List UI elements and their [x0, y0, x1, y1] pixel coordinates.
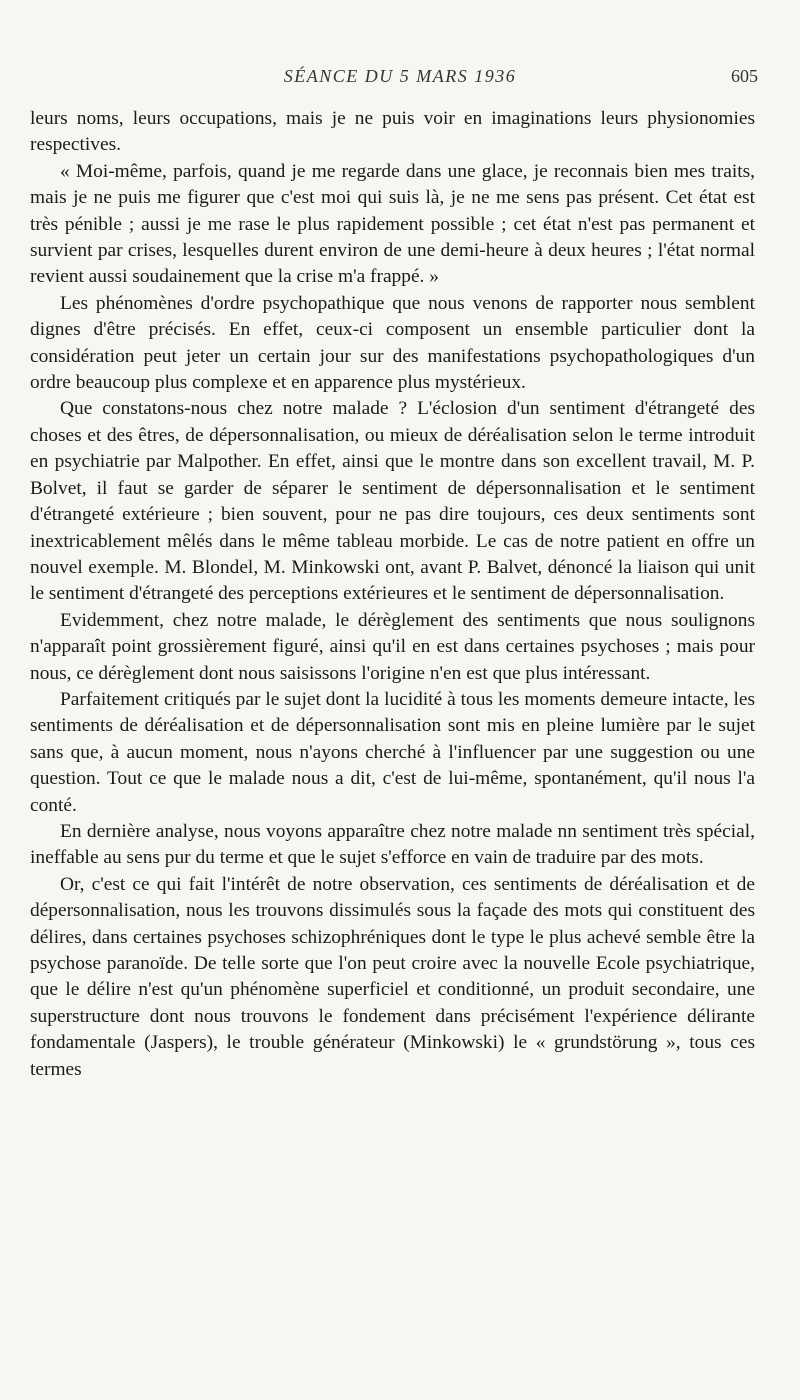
- paragraph: Or, c'est ce qui fait l'intérêt de notre observation, ces sentiments de déréalisation et de dépersonnalisation, nous les trouvons dissimulés sous la façade des mots qui constituent des délires, dans certaines psychoses schizophréniques dont le type le plus achevé semble être la psychose paranoïde. De telle sorte que l'on peut croire avec la nouvelle Ecole psychiatrique, que le délire n'est qu'un phénomène superficiel et conditionné, un produit secondaire, une superstructure dont nous trouvons le fondement dans précisément l'expérience délirante fondamentale (Jaspers), le trouble générateur (Minkowski) le « grundstörung », tous ces termes: [30, 873, 755, 1080]
- paragraph: En dernière analyse, nous voyons apparaître chez notre malade nn sentiment très spécial, ineffable au sens pur du terme et que le sujet s'efforce en vain de traduire par des mots.: [30, 820, 755, 869]
- paragraph: Evidemment, chez notre malade, le dérèglement des sentiments que nous soulignons n'apparaît point grossièrement figuré, ainsi qu'il en est dans certaines psychoses ; mais pour nous, ce dérèglement dont nous saisissons l'origine n'en est que plus intéressant.: [30, 609, 755, 684]
- paragraph: « Moi-même, parfois, quand je me regarde dans une glace, je reconnais bien mes traits, mais je ne puis me figurer que c'est moi qui suis là, je ne me sens pas présent. Cet état est très pénible ; aussi je me rase le plus rapidement possible ; cet état n'est pas permanent et survient par crises, lesquelles durent environ de une demi-heure à deux heures ; l'état normal revient aussi soudainement que la crise m'a frappé. »: [30, 160, 755, 288]
- page-header: [0, 66, 800, 96]
- running-title: SÉANCE DU 5 MARS 1936: [283, 66, 517, 86]
- body-text: [30, 106, 755, 1083]
- paragraph: leurs noms, leurs occupations, mais je ne puis voir en imaginations leurs physionomies respectives.: [30, 108, 755, 156]
- paragraph: Les phénomènes d'ordre psychopathique que nous venons de rapporter nous semblent dignes d'être précisés. En effet, ceux-ci composent un ensemble particulier dont la considération peut jeter un certain jour sur des manifestations psychopathologiques d'un ordre beaucoup plus complexe et en apparence plus mystérieux.: [30, 292, 755, 394]
- paragraph: Parfaitement critiqués par le sujet dont la lucidité à tous les moments demeure intacte, les sentiments de déréalisation et de dépersonnalisation sont mis en pleine lumière par le sujet sans que, à aucun moment, nous n'ayons cherché à l'influencer par une suggestion ou une question. Tout ce que le malade nous a dit, c'est de lui-même, spontanément, qu'il nous l'a conté.: [30, 688, 755, 816]
- paragraph: Que constatons-nous chez notre malade ? L'éclosion d'un sentiment d'étrangeté des choses et des êtres, de dépersonnalisation, ou mieux de déréalisation selon le terme introduit en psychiatrie par Malpother. En effet, ainsi que le montre dans son excellent travail, M. P. Bolvet, il faut se garder de séparer le sentiment de dépersonnalisation et le sentiment d'étrangeté extérieure ; bien souvent, pour ne pas dire toujours, ces deux sentiments sont inextricablement mêlés dans le même tableau morbide. Le cas de notre patient en offre un nouvel exemple. M. Blondel, M. Minkowski ont, avant P. Balvet, dénoncé la liaison qui unit le sentiment d'étrangeté des perceptions extérieures et le sentiment de dépersonnalisation.: [30, 398, 755, 605]
- page-number: 605: [731, 66, 758, 86]
